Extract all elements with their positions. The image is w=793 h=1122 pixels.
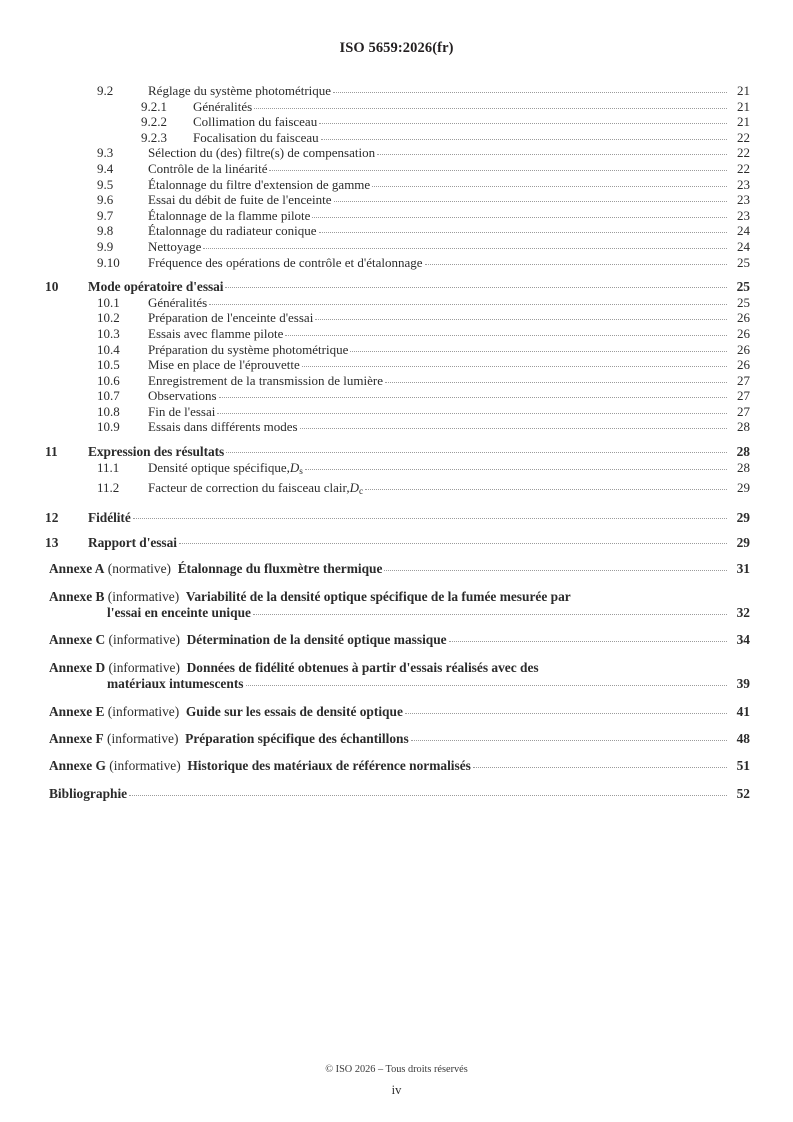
toc-annex-kind: (informative) [108, 632, 180, 648]
toc-entry-number: 10.3 [97, 325, 120, 341]
dot-leader [333, 92, 727, 93]
dot-leader [315, 319, 727, 320]
toc-entry-label: Densité optique spécifique, [148, 459, 290, 475]
toc-entry[interactable] [45, 342, 750, 358]
toc-entry[interactable] [45, 419, 750, 435]
toc-annex-kind: (informative) [109, 758, 181, 774]
toc-entry[interactable] [45, 223, 750, 239]
toc-entry-number: 9.2.3 [141, 129, 167, 145]
toc-entry-label: Contrôle de la linéarité [148, 160, 268, 176]
footer-page-folio: iv [391, 1083, 402, 1097]
toc-annex-title-line2: matériaux intumescents [107, 676, 244, 692]
dot-leader [372, 186, 727, 187]
toc-annex-line [49, 659, 750, 676]
toc-entry-page-number: 28 [737, 419, 750, 435]
toc-entry[interactable] [45, 480, 750, 501]
dot-leader [319, 123, 727, 124]
toc-entry-label: Mode opératoire d'essai [88, 279, 224, 295]
toc-annex-title-line2: l'essai en enceinte unique [107, 604, 251, 620]
toc-entry[interactable] [45, 114, 750, 130]
dot-leader [384, 570, 727, 571]
toc-annex-title: Détermination de la densité optique massique [186, 632, 447, 648]
toc-entry[interactable] [45, 130, 750, 146]
toc-entry-number: 13 [45, 534, 59, 550]
toc-entry-number: 9.9 [97, 238, 114, 254]
toc-entry-symbol: $D_c$ [349, 480, 364, 498]
toc-entry-label-wrap [88, 279, 729, 295]
toc-entry-label-wrap [148, 404, 729, 420]
dot-leader [411, 740, 727, 741]
toc-annex-name: Annexe F [49, 730, 104, 746]
toc-entry-label: Étalonnage de la flamme pilote [148, 207, 311, 223]
toc-entry-label-wrap [148, 388, 729, 404]
dot-leader [269, 170, 727, 171]
toc-entry[interactable] [45, 460, 750, 481]
toc-entry-label: Enregistrement de la transmission de lumière [148, 372, 384, 388]
toc-entry-label: Collimation du faisceau [193, 114, 318, 130]
toc-annex-name: Annexe G [49, 758, 106, 774]
toc-annex-kind: (normative) [107, 561, 172, 577]
toc-entry-page-number: 29 [736, 534, 750, 550]
toc-entry-symbol: $D_s$ [289, 459, 303, 477]
toc-annex-kind: (informative) [107, 730, 179, 746]
toc-annex-title: Variabilité de la densité optique spécifique de la fumée mesurée par [185, 588, 571, 604]
toc-annex-name: Annexe A [49, 561, 105, 577]
toc-annex-line [49, 731, 750, 747]
toc-annex-kind: (informative) [107, 588, 180, 604]
toc-entry-page-number: 27 [737, 372, 750, 388]
toc-annex-line [49, 588, 750, 605]
toc-bibliography-line [49, 786, 750, 802]
dot-leader [209, 304, 727, 305]
dot-leader [365, 489, 727, 490]
toc-entry-page-number: 23 [737, 207, 750, 223]
toc-entry-page-number: 29 [737, 480, 750, 496]
toc-entry-label: Essai du débit de fuite de l'enceinte [148, 192, 332, 208]
toc-entry-label: Préparation de l'enceinte d'essai [148, 310, 314, 326]
toc-entry-page-number: 26 [737, 310, 750, 326]
toc-entry-number: 10 [45, 279, 59, 295]
toc-entry-label: Rapport d'essai [88, 534, 177, 550]
toc-entry[interactable] [45, 535, 750, 551]
toc-annex-entry[interactable] [45, 704, 750, 720]
toc-entry-label-wrap [88, 510, 729, 526]
toc-annex-page-number: 31 [736, 561, 750, 577]
toc-entry-label-wrap [148, 83, 729, 99]
toc-bibliography-page-number: 52 [736, 785, 750, 801]
toc-entry-number: 9.4 [97, 160, 114, 176]
toc-entry-page-number: 22 [737, 145, 750, 161]
toc-entry-label-wrap [148, 223, 729, 239]
toc-entry-number: 9.2.2 [141, 114, 167, 130]
toc-entry-page-number: 23 [737, 176, 750, 192]
toc-annex-entry[interactable] [45, 589, 750, 622]
toc-entry-page-number: 26 [737, 341, 750, 357]
dot-leader [246, 685, 728, 686]
toc-entry-label-wrap [88, 535, 729, 551]
toc-annex-line-continued [107, 605, 750, 621]
toc-entry-page-number: 28 [736, 444, 750, 460]
toc-annex-line [49, 704, 750, 720]
toc-entry-symbol-subscript: c [359, 487, 364, 498]
dot-leader [179, 543, 727, 544]
dot-leader [217, 413, 727, 414]
dot-leader [449, 641, 727, 642]
toc-entry[interactable] [45, 145, 750, 161]
toc-annex-page-number: 51 [736, 758, 750, 774]
dot-leader [133, 518, 727, 519]
toc-entry-page-number: 26 [737, 357, 750, 373]
toc-entry-page-number: 21 [737, 114, 750, 130]
toc-entry-page-number: 21 [737, 83, 750, 98]
toc-entry-label: Observations [148, 388, 217, 404]
toc-entry-number: 12 [45, 509, 59, 525]
toc-annex-title: Préparation spécifique des échantillons [185, 730, 409, 746]
dot-leader [129, 795, 727, 796]
toc-entry[interactable] [45, 99, 750, 115]
toc-entry-label-wrap [148, 373, 729, 389]
toc-entry[interactable] [45, 208, 750, 224]
toc-entry-number: 11 [45, 444, 58, 460]
toc-annex-title: Guide sur les essais de densité optique [185, 703, 403, 719]
toc-annex-page-number: 39 [736, 676, 750, 692]
toc-entry[interactable] [45, 177, 750, 193]
dot-leader [334, 201, 727, 202]
dot-leader [312, 217, 727, 218]
toc-annex-page-number: 32 [736, 604, 750, 620]
toc-entry-page-number: 23 [737, 192, 750, 208]
toc-entry-page-number: 26 [737, 325, 750, 341]
toc-entry-page-number: 24 [737, 238, 750, 254]
toc-entry-label-wrap [148, 177, 729, 193]
toc-entry-label-wrap [148, 460, 729, 481]
dot-leader [225, 287, 727, 288]
toc-entry-label: Étalonnage du radiateur conique [148, 223, 317, 239]
toc-annex-title: Historique des matériaux de référence normalisés [187, 758, 471, 774]
toc-entry[interactable] [45, 326, 750, 342]
toc-entry-label-wrap [148, 239, 729, 255]
toc-entry-label: Généralités [148, 294, 208, 310]
toc-entry-number: 9.8 [97, 223, 114, 239]
toc-entry-number: 9.7 [97, 207, 114, 223]
toc-entry-number: 9.10 [97, 254, 120, 270]
toc-entry-number: 11.2 [97, 480, 120, 496]
toc-entry-label-wrap [148, 342, 729, 358]
toc-entry-label: Fréquence des opérations de contrôle et d'étalonnage [148, 254, 423, 270]
toc-annex-name: Annexe E [49, 703, 105, 719]
toc-annex-entry[interactable] [45, 660, 750, 693]
toc-entry-label-wrap [148, 310, 729, 326]
toc-annex-line [49, 561, 750, 577]
toc-entry-label: Expression des résultats [88, 444, 225, 460]
toc-entry-page-number: 21 [737, 98, 750, 114]
dot-leader [226, 452, 727, 453]
toc-entry[interactable] [45, 239, 750, 255]
toc-entry-label-wrap [148, 255, 729, 271]
toc-annex-line-continued [107, 676, 750, 692]
toc-annex-kind: (informative) [108, 659, 180, 675]
toc-entry-number: 10.4 [97, 341, 120, 357]
dot-leader [302, 366, 727, 367]
toc-entry-label-wrap [88, 444, 729, 460]
toc-entry[interactable] [45, 161, 750, 177]
dot-leader [425, 264, 727, 265]
toc-entry[interactable] [45, 295, 750, 311]
toc-entry-number: 10.9 [97, 419, 120, 435]
toc-entry-label: Nettoyage [148, 238, 202, 254]
toc-entry-page-number: 27 [737, 388, 750, 404]
dot-leader [253, 614, 727, 615]
toc-annex-entry[interactable] [45, 731, 750, 747]
toc-entry-label: Essais dans différents modes [148, 419, 298, 435]
toc-entry[interactable] [45, 444, 750, 460]
toc-entry-number: 10.8 [97, 403, 120, 419]
toc-entry-number: 10.1 [97, 294, 120, 310]
toc-entry-label-wrap [193, 130, 729, 146]
toc-annex-title: Étalonnage du fluxmètre thermique [177, 561, 383, 577]
toc-entry-page-number: 22 [737, 160, 750, 176]
toc-entry[interactable] [45, 192, 750, 208]
toc-entry-page-number: 22 [737, 129, 750, 145]
toc-annex-entry[interactable] [45, 758, 750, 774]
dot-leader [350, 351, 727, 352]
toc-entry-page-number: 25 [736, 279, 750, 295]
toc-entry-label: Focalisation du faisceau [193, 129, 319, 145]
toc-entry-label-wrap [148, 295, 729, 311]
toc-entry-number: 10.5 [97, 357, 120, 373]
toc-annex-entry[interactable] [45, 561, 750, 577]
dot-leader [473, 767, 727, 768]
toc-entry-label-wrap [148, 161, 729, 177]
toc-entry[interactable] [45, 373, 750, 389]
toc-entry-label-wrap [193, 99, 729, 115]
toc-entry-page-number: 28 [737, 459, 750, 475]
toc-annex-title: Données de fidélité obtenues à partir d'essais réalisés avec des [186, 659, 539, 675]
toc-entry-number: 10.6 [97, 372, 120, 388]
toc-entry-number: 9.2.1 [141, 98, 167, 114]
footer-copyright: © ISO 2026 – Tous droits réservés [325, 1064, 468, 1075]
toc-entry-number: 9.5 [97, 176, 114, 192]
toc-entry[interactable] [45, 357, 750, 373]
toc-entry-label: Généralités [193, 98, 253, 114]
toc-entry-label: Sélection du (des) filtre(s) de compensation [148, 145, 376, 161]
toc-entry-label: Fin de l'essai [148, 403, 216, 419]
toc-entry[interactable] [45, 388, 750, 404]
toc-entry-label: Réglage du système photométrique [148, 83, 332, 98]
dot-leader [321, 139, 727, 140]
toc-annex-page-number: 41 [736, 703, 750, 719]
toc-bibliography-entry[interactable] [45, 786, 750, 802]
toc-annex-page-number: 34 [736, 632, 750, 648]
toc-entry-label-wrap [148, 192, 729, 208]
toc-entry-label: Mise en place de l'éprouvette [148, 357, 300, 373]
dot-leader [305, 469, 727, 470]
toc-annex-name: Annexe D [49, 659, 106, 675]
toc-entry-page-number: 27 [737, 403, 750, 419]
toc-entry-label: Préparation du système photométrique [148, 341, 349, 357]
toc-annex-name: Annexe B [49, 588, 105, 604]
toc-entry-symbol-subscript: s [299, 466, 303, 477]
toc-entry-label: Étalonnage du filtre d'extension de gamme [148, 176, 371, 192]
toc-entry[interactable] [45, 510, 750, 526]
toc-entry-page-number: 25 [737, 254, 750, 270]
toc-entry[interactable] [45, 404, 750, 420]
dot-leader [377, 154, 727, 155]
toc-entry-number: 10.7 [97, 388, 120, 404]
toc-annex-name: Annexe C [49, 632, 106, 648]
toc-entry-label-wrap [148, 326, 729, 342]
toc-entry-label-wrap [148, 357, 729, 373]
toc-entry-label-wrap [148, 208, 729, 224]
document-header-title: ISO 5659:2026(fr) [339, 40, 454, 56]
dot-leader [219, 397, 727, 398]
toc-entry-label: Fidélité [88, 509, 131, 525]
toc-annex-line [49, 632, 750, 648]
dot-leader [203, 248, 727, 249]
dot-leader [300, 428, 727, 429]
toc-entry-label-wrap [193, 114, 729, 130]
toc-entry-label-wrap [148, 145, 729, 161]
toc-entry[interactable] [45, 255, 750, 271]
toc-entry[interactable] [45, 310, 750, 326]
dot-leader [385, 382, 727, 383]
toc-entry-page-number: 25 [737, 294, 750, 310]
toc-annex-kind: (informative) [107, 703, 180, 719]
toc-entry[interactable] [45, 83, 750, 99]
toc-annex-page-number: 48 [736, 730, 750, 746]
dot-leader [405, 713, 727, 714]
toc-entry-page-number: 24 [737, 223, 750, 239]
toc-entry-number: 9.2 [97, 83, 114, 98]
toc-entry-label: Essais avec flamme pilote [148, 325, 284, 341]
toc-bibliography-label: Bibliographie [49, 785, 128, 801]
toc-annex-entry[interactable] [45, 632, 750, 648]
toc-entry-label-wrap [148, 480, 729, 501]
dot-leader [319, 232, 727, 233]
dot-leader [254, 108, 727, 109]
dot-leader [285, 335, 727, 336]
toc-entry-number: 10.2 [97, 310, 120, 326]
toc-entry-page-number: 29 [736, 509, 750, 525]
toc-entry-label: Facteur de correction du faisceau clair, [148, 480, 350, 496]
table-of-contents [45, 83, 750, 802]
toc-entry-label-wrap [148, 419, 729, 435]
toc-entry-number: 9.3 [97, 145, 114, 161]
toc-entry-number: 9.6 [97, 192, 114, 208]
toc-entry-number: 11.1 [97, 459, 120, 475]
toc-entry[interactable] [45, 279, 750, 295]
toc-annex-line [49, 758, 750, 774]
